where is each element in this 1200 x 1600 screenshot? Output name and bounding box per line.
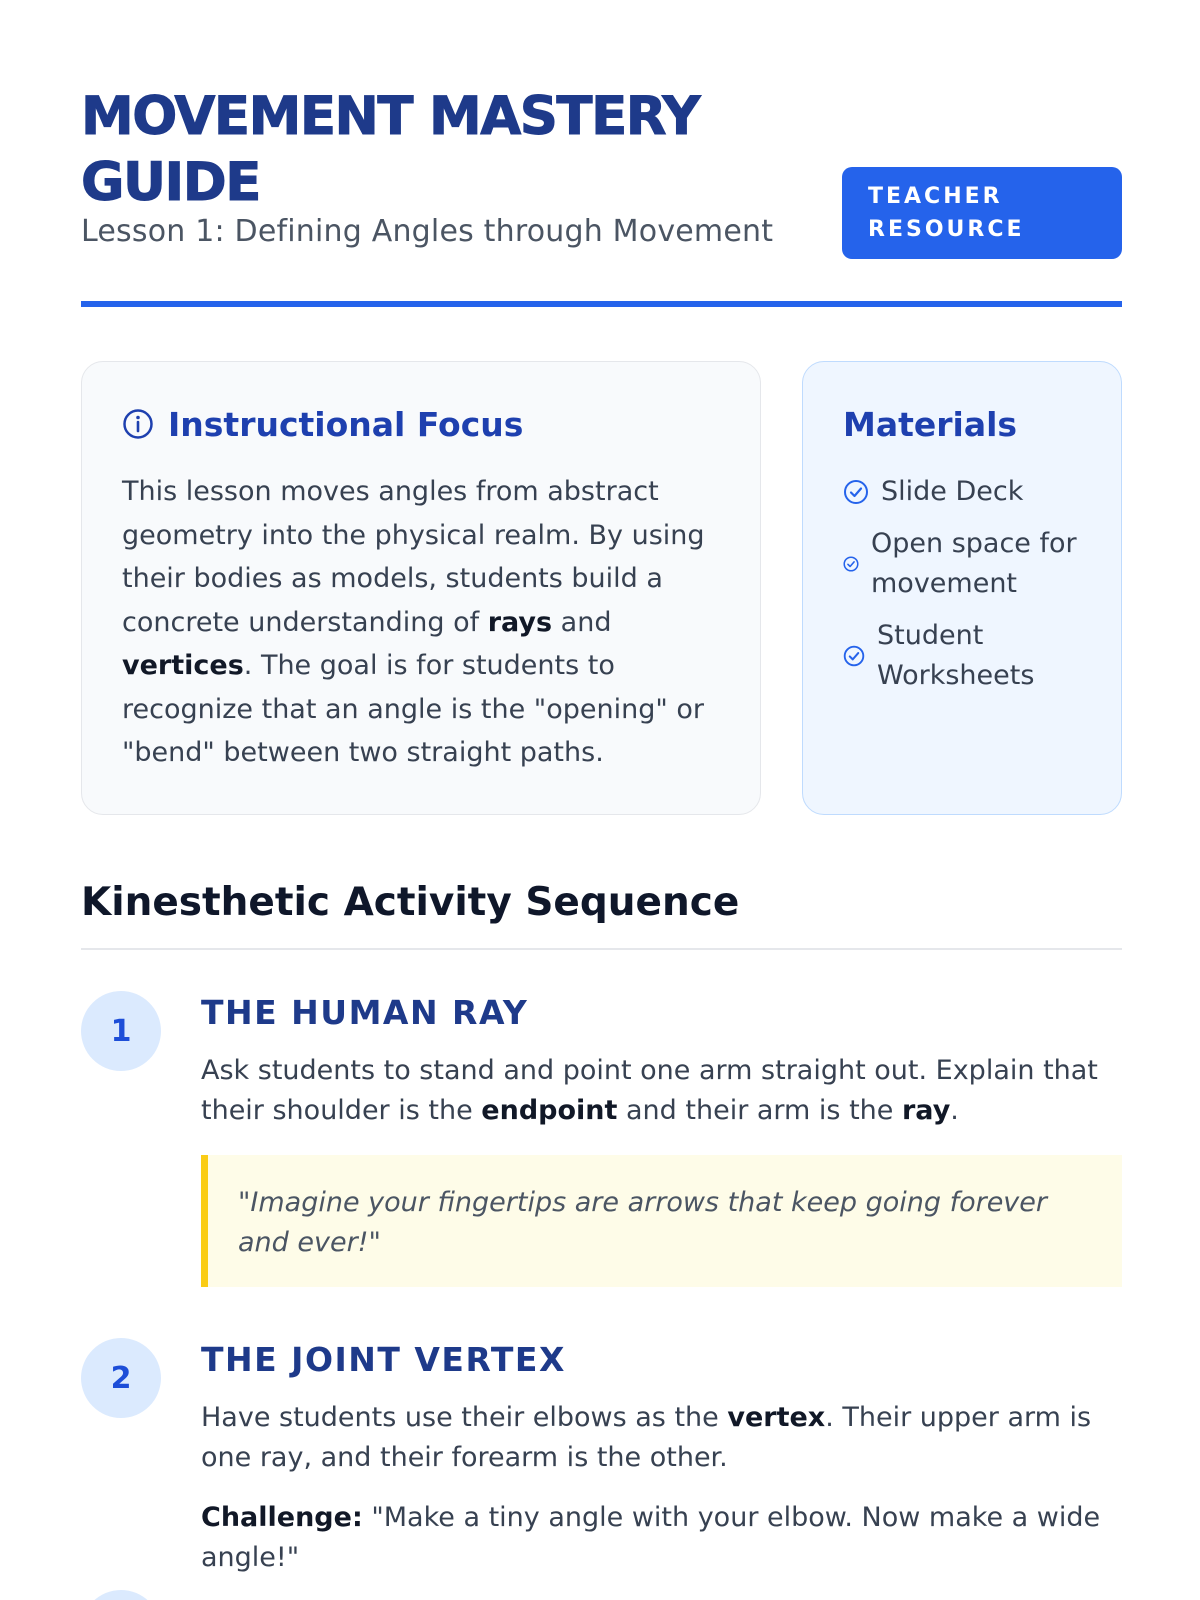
step-title: THE JOINT VERTEX — [201, 1340, 566, 1379]
step-description — [201, 1051, 1122, 1131]
step-text-part: Ask students to stand and point one arm straight out. Explain that their shoulder is the — [201, 1055, 1098, 1126]
materials-title: Materials — [843, 404, 1018, 444]
materials-list — [843, 472, 1081, 696]
challenge-text: "Make a tiny angle with your elbow. Now make a wide angle!" — [201, 1502, 1101, 1573]
materials-item — [843, 616, 1081, 696]
step-number-partial — [81, 1590, 161, 1600]
focus-term-rays: rays — [487, 606, 553, 638]
step-number: 1 — [81, 991, 161, 1071]
step-text-part: . Their upper arm is one ray, and their forearm is the other. — [201, 1402, 1092, 1473]
step-term-endpoint: endpoint — [481, 1095, 618, 1126]
step-description — [201, 1398, 1122, 1478]
step-number: 2 — [81, 1338, 161, 1418]
step-title: THE HUMAN RAY — [201, 993, 529, 1032]
page-title: MOVEMENT MASTERY GUIDE — [81, 86, 700, 213]
page-header — [81, 84, 1122, 249]
materials-item-label: Open space for movement — [871, 528, 1077, 599]
instructional-focus-heading — [122, 400, 720, 448]
section-divider — [81, 948, 1122, 950]
check-circle-icon — [843, 479, 869, 505]
step-text-part: . — [950, 1095, 959, 1126]
instructional-focus-title: Instructional Focus — [168, 404, 524, 444]
instructional-focus-card — [81, 361, 761, 815]
check-circle-icon — [843, 645, 865, 667]
materials-item — [843, 472, 1081, 512]
step-quote: "Imagine your fingertips are arrows that keep going forever and ever!" — [201, 1155, 1122, 1287]
teacher-resource-badge: TEACHER RESOURCE — [842, 167, 1122, 259]
materials-card — [802, 361, 1122, 815]
page-subtitle: Lesson 1: Defining Angles through Movement — [81, 214, 774, 249]
materials-item — [843, 524, 1081, 604]
step-text-part: Have students use their elbows as the — [201, 1402, 728, 1433]
instructional-focus-text — [122, 470, 720, 775]
step-challenge — [201, 1498, 1122, 1578]
materials-item-label: Student Worksheets — [877, 620, 1035, 691]
materials-item-label: Slide Deck — [881, 476, 1024, 507]
step-content — [201, 991, 1122, 1287]
check-circle-icon — [843, 556, 859, 572]
focus-term-vertices: vertices — [122, 650, 244, 681]
focus-text-part: This lesson moves angles from abstract geometry into the physical realm. By using their bodies as models, students build a concrete understanding of — [122, 476, 705, 638]
header-divider — [81, 301, 1122, 307]
step-text-part: and their arm is the — [617, 1095, 902, 1126]
step-term-vertex: vertex — [727, 1402, 826, 1433]
challenge-label: Challenge: — [201, 1502, 363, 1533]
focus-text-part: . The goal is for students to recognize that an angle is the "opening" or "bend" between two straight paths. — [122, 650, 704, 768]
activity-section-title: Kinesthetic Activity Sequence — [81, 880, 740, 925]
step-content — [201, 1338, 1122, 1578]
step-term-ray: ray — [901, 1095, 951, 1126]
focus-text-part: and — [552, 606, 612, 638]
info-icon — [122, 408, 154, 440]
